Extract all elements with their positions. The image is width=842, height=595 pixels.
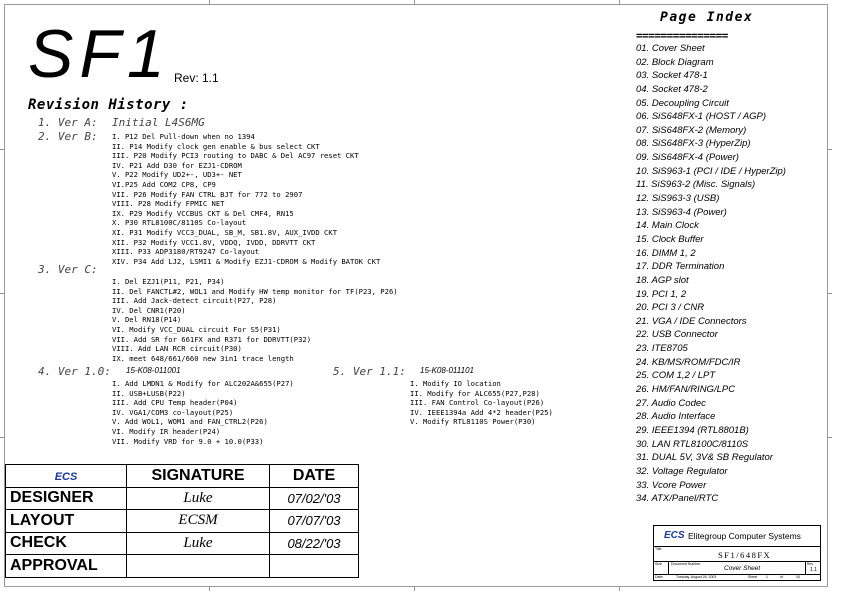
revision-item: XII. P32 Modify VCC1.8V, VDDQ, IVDD, DDRVTT CKT [112,237,316,247]
ver-1-0-code: 15-K08-011001 [126,366,181,375]
title-block [653,525,821,581]
border-tick [414,0,415,5]
revision-history-title: Revision History : [28,97,189,113]
revision-item: V. P22 Modify UD2+-, UD3+- NET [112,170,242,180]
rev-label: Rev [807,562,814,566]
border-tick [0,293,5,294]
sheet-number: 1 [766,575,768,579]
revision-item: X. P30 RTL8100C/8110S Co-layout [112,218,247,228]
ecs-logo: ECS [664,530,685,541]
ver-c-label: 3. Ver C: [38,263,98,276]
page-index-item: 13. SiS963-4 (Power) [636,206,727,218]
page-index-item: 18. AGP slot [636,274,689,286]
role-designer: DESIGNER [6,487,127,510]
revision-item: V. Add WOL1, WOM1 and FAN_CTRL2(P26) [112,417,268,427]
ver-1-1-code: 15-K08-011101 [420,366,474,375]
date-header: DATE [270,465,359,488]
revision-item: III. FAN Control Co-layout(P26) [410,398,545,408]
page-index-item: 21. VGA / IDE Connectors [636,315,747,327]
signature-header-row [6,465,359,488]
border-tick [827,293,832,294]
signer-name: ECSM [127,510,270,533]
page-index-item: 23. ITE8705 [636,343,688,355]
border-tick [209,586,210,591]
company-name: Elitegroup Computer Systems [688,531,801,541]
page-index-item: 31. DUAL 5V, 3V& SB Regulator [636,452,773,464]
revision-item: I. Modify IO location [410,379,501,388]
sign-date: 08/22/'03 [270,532,359,555]
revision-item: IV. IEEE1394a Add 4*2 header(P25) [410,407,553,417]
page-index-item: 33. Vcore Power [636,479,707,491]
border-tick [414,586,415,591]
page-index-item: 19. PCI 1, 2 [636,288,687,300]
sheet-total: 34 [796,575,800,579]
signature-table [5,464,359,578]
border-tick [0,149,5,150]
signature-row [6,510,359,533]
ver-b-label: 2. Ver B: [38,130,98,143]
sign-date: 07/02/'03 [270,487,359,510]
page-index-item: 01. Cover Sheet [636,43,705,54]
revision-item: V. Modify RTL8110S Power(P30) [410,417,536,427]
page-index-item: 16. DIMM 1, 2 [636,247,696,259]
signer-name: Luke [127,487,270,510]
page-index-rule: =============== [636,29,728,42]
revision-item: VIII. P28 Modify FPMIC NET [112,199,225,209]
page-index-item: 03. Socket 478-1 [636,70,708,82]
title-label: Title [655,547,662,551]
revision-item: XI. P31 Modify VCC3_DUAL, SB_M, SB1.8V, AUX_IVDD CKT [112,227,338,237]
page-index-item: 08. SiS648FX-3 (HyperZip) [636,138,751,150]
page-index-list [636,42,786,506]
ver-b-list [112,132,380,266]
border-tick [619,0,620,5]
role-check: CHECK [6,532,127,555]
revision-item: IX. P29 Modify VCCBUS CKT & Del CMF4, RN15 [112,208,294,218]
sign-date [270,555,359,578]
revision-item: XIV. P34 Add LJ2, LSMI1 & Modify EZJ1-CDROM & Modify BATOK CKT [112,256,381,266]
role-approval: APPROVAL [6,555,127,578]
revision-item: I. Add LMDN1 & Modify for ALC202A&655(P27) [112,379,294,388]
revision-item: II. P14 Modify clock gen enable & bus select CKT [112,141,320,151]
ver-a-label: 1. Ver A: [38,116,98,129]
page-index-item: 05. Decoupling Circuit [636,97,729,109]
project-title: SF1 [28,16,171,92]
revision-item: IX. meet 648/661/660 new 3in1 trace length [112,353,294,363]
ver-c-list [112,277,398,363]
page-index-item: 32. Voltage Regulator [636,465,728,477]
size-label: Size [655,562,662,566]
border-tick [619,586,620,591]
revision-item: III. P20 Modify PCI3 routing to DABC & Del AC97 reset CKT [112,151,359,161]
border-tick [209,0,210,5]
signature-header: SIGNATURE [127,465,270,488]
revision-item: III. Add Jack-detect circuit(P27, P28) [112,296,277,306]
ecs-logo-cell [6,465,127,488]
page-index-item: 34. ATX/Panel/RTC [636,493,719,505]
signer-name: Luke [127,532,270,555]
ver-a-text: Initial L4S6MG [112,116,205,129]
page-index-item: 27. Audio Codec [636,397,706,409]
revision-item: III. Add CPU Temp header(P04) [112,398,238,408]
revision-item: IV. Del CNR1(P20) [112,305,186,315]
signature-row [6,532,359,555]
revision-item: II. USB+LUSB(P22) [112,388,186,398]
ver-1-1-label: 5. Ver 1.1: [333,365,406,378]
signature-row [6,555,359,578]
page-index-item: 14. Main Clock [636,220,699,232]
revision-item: I. P12 Del Pull-down when no 1394 [112,132,255,141]
schematic-title: SF1/648FX [718,550,772,560]
revision-item: IV. P21 Add D30 for EZJ1-CDROM [112,160,242,170]
revision-number: Rev: 1.1 [174,71,219,85]
sheet-label: Sheet [748,575,758,579]
revision-item: I. Del EZJ1(P11, P21, P34) [112,277,225,286]
page-index-item: 22. USB Connector [636,329,718,341]
page-index-item: 30. LAN RTL8100C/8110S [636,438,749,450]
revision-item: V. Del RN18(P14) [112,315,182,325]
document-number-label: Document Number [671,562,701,566]
page-index-item: 25. COM 1,2 / LPT [636,370,716,382]
page-index-item: 17. DDR Termination [636,261,725,273]
revision-item: II. Modify for ALC655(P27,P28) [410,388,540,398]
page-index-item: 29. IEEE1394 (RTL8801B) [636,424,749,436]
page-index-title: Page Index [660,10,754,25]
title-block-rule [654,546,820,547]
ver-1-1-list [410,379,553,427]
signer-name [127,555,270,578]
page-index-item: 09. SiS648FX-4 (Power) [636,152,739,164]
title-block-divider [805,561,806,574]
page-index-item: 07. SiS648FX-2 (Memory) [636,124,747,136]
revision-item: VI. Modify VCC_DUAL circuit For S5(P31) [112,324,281,334]
rev-value: 1.1 [810,567,817,573]
revision-item: VII. Modify VRD for 9.0 + 10.0(P33) [112,436,264,446]
revision-item: VII. P26 Modify FAN CTRL BJT for 772 to 2907 [112,189,303,199]
of-label: of [780,575,783,579]
date-value: Tuesday, August 26, 2003 [676,575,717,579]
signature-row [6,487,359,510]
border-tick [827,149,832,150]
revision-item: VIII. Add LAN RCR circuit(P30) [112,344,242,354]
page-index-item: 20. PCI 3 / CNR [636,302,705,314]
page-index-item: 26. HM/FAN/RING/LPC [636,384,736,396]
page-index-item: 10. SiS963-1 (PCI / IDE / HyperZip) [636,165,786,177]
revision-item: II. Del FANCTL#2, WOL1 and Modify HW temp monitor for TF(P23, P26) [112,286,398,296]
page-index-item: 06. SiS648FX-1 (HOST / AGP) [636,111,767,123]
border-tick [0,437,5,438]
page-index-item: 04. Socket 478-2 [636,83,708,95]
revision-item: XIII. P33 ADP3180/RT9247 Co-layout [112,247,260,257]
page-index-item: 15. Clock Buffer [636,233,704,245]
ver-1-0-label: 4. Ver 1.0: [38,365,111,378]
document-title: Cover Sheet [724,565,761,572]
revision-item: VI. Modify IR header(P24) [112,426,221,436]
revision-item: IV. VGA1/COM3 co-layout(P25) [112,407,234,417]
title-block-divider [668,561,669,574]
ecs-logo: ECS [54,470,78,483]
sign-date: 07/07/'03 [270,510,359,533]
border-tick [827,437,832,438]
role-layout: LAYOUT [6,510,127,533]
page-index-item: 02. Block Diagram [636,56,714,68]
page-index-item: 28. Audio Interface [636,411,716,423]
date-label: Date: [655,575,664,579]
ver-1-0-list [112,379,294,446]
page-index-item: 24. KB/MS/ROM/FDC/IR [636,356,741,368]
revision-item: VII. Add SR for 661FX and R371 for DDRVTT(P32) [112,334,312,344]
revision-item: VI.P25 Add COM2 CP8, CP9 [112,179,216,189]
page-index-item: 11. SiS963-2 (Misc. Signals) [636,179,756,191]
page-index-item: 12. SiS963-3 (USB) [636,193,720,205]
